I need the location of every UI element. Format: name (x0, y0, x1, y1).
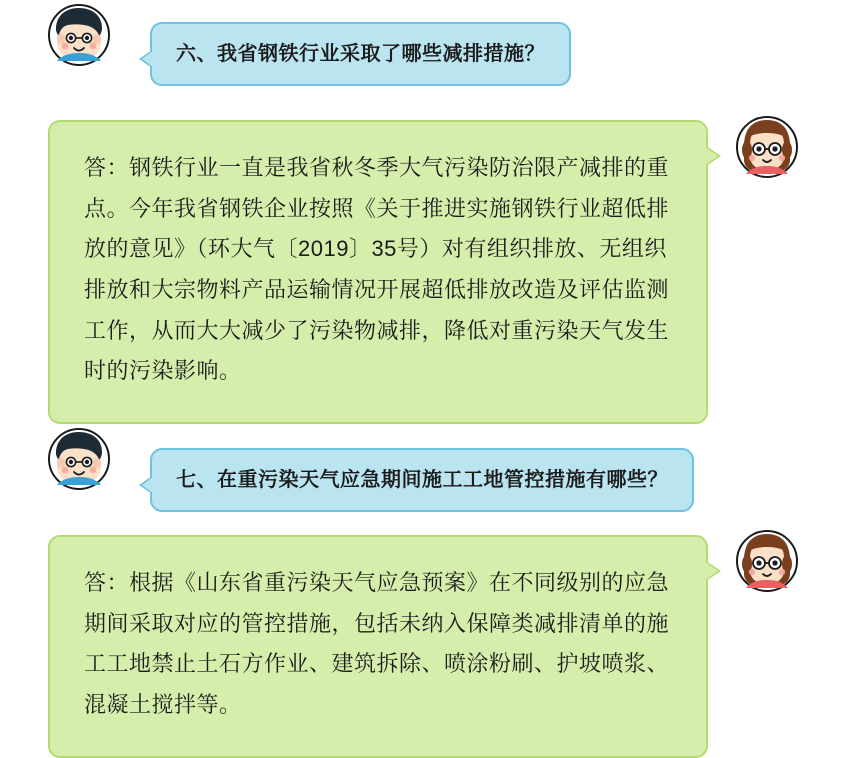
answer-row-2 (48, 535, 708, 758)
boy-avatar-icon (48, 428, 110, 490)
boy-avatar-icon (48, 4, 110, 66)
girl-avatar-icon (736, 530, 798, 592)
question-bubble-2: 七、在重污染天气应急期间施工工地管控措施有哪些？ (150, 448, 694, 512)
girl-avatar-icon (736, 116, 798, 178)
answer-row-1 (48, 120, 708, 424)
answer-bubble-1: 答：钢铁行业一直是我省秋冬季大气污染防治限产减排的重点。今年我省钢铁企业按照《关于推进实施钢铁行业超低排放的意见》（环大气〔2019〕35号）对有组织排放、无组织排放和大宗物料产品运输情况开展超低排放改造及评估监测工作，从而大大减少了污染物减排，降低对重污染天气发生时的污染影响。 (48, 120, 708, 424)
question-bubble-1: 六、我省钢铁行业采取了哪些减排措施？ (150, 22, 571, 86)
question-row-1 (150, 22, 798, 86)
question-row-2 (150, 448, 798, 512)
answer-bubble-2: 答：根据《山东省重污染天气应急预案》在不同级别的应急期间采取对应的管控措施，包括未纳入保障类减排清单的施工工地禁止土石方作业、建筑拆除、喷涂粉刷、护坡喷浆、混凝土搅拌等。 (48, 535, 708, 758)
